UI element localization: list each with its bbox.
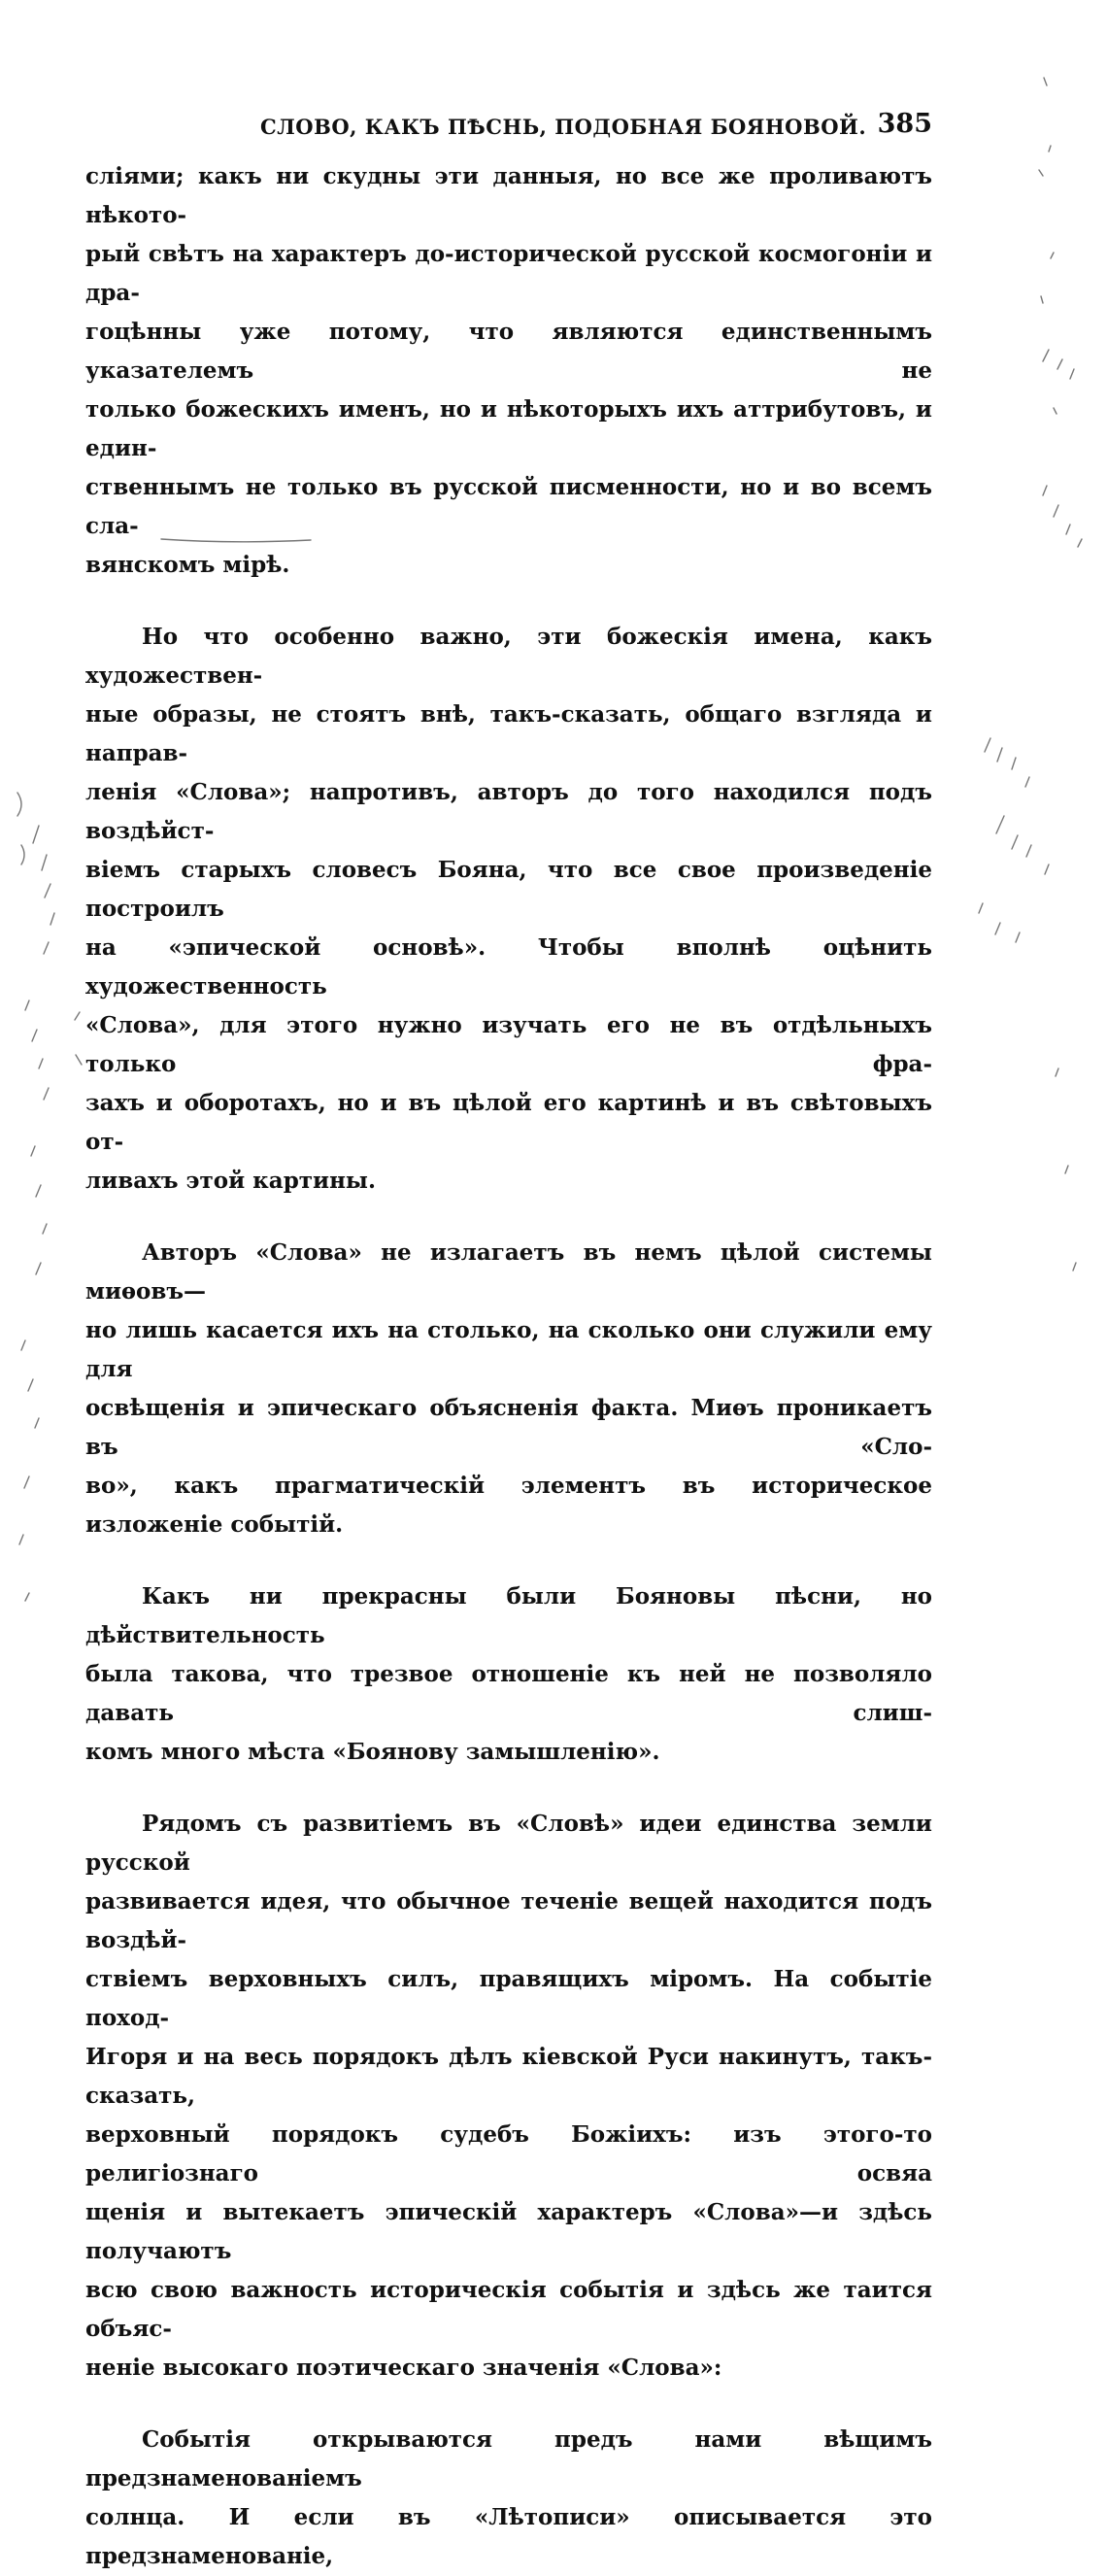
text-line: солнца. И если въ «Лѣтописи» описывается это предзнаменованіе,: [85, 2504, 932, 2569]
text-line: неніе высокаго поэтическаго значенія «Слова»:: [85, 2355, 722, 2381]
text-line: была такова, что трезвое отношеніе къ ней не позволяло давать слиш-: [85, 1661, 932, 1726]
text-line: Какъ ни прекрасны были Бояновы пѣсни, но дѣйствительность: [85, 1583, 932, 1648]
text-line: верховный порядокъ судебъ Божіихъ: изъ этого-то религіознаго освяа: [85, 2121, 932, 2186]
margin-pencil-mark: [17, 793, 24, 864]
paragraph-gap: [85, 1201, 932, 1234]
page-header: [85, 109, 932, 153]
text-line: ленія «Слова»; напротивъ, авторъ до того находился подъ воздѣйст-: [85, 779, 932, 844]
margin-pencil-mark: [1039, 78, 1054, 303]
text-line: Рядомъ съ развитіемъ въ «Словѣ» идеи единства земли русской: [85, 1811, 932, 1876]
margin-pencil-mark: [979, 903, 1020, 942]
paragraph: [85, 2421, 932, 2576]
body-text: [85, 157, 932, 2576]
paragraph-gap: [85, 1544, 932, 1577]
margin-pencil-mark: [1043, 486, 1082, 547]
margin-pencil-mark: [31, 1146, 47, 1274]
paragraph-gap: [85, 585, 932, 618]
margin-pencil-mark: [985, 738, 1029, 787]
text-line: ственнымъ не только въ русской писменности, но и во всемъ сла-: [85, 474, 932, 539]
paragraph: [85, 618, 932, 1201]
text-line: сліями; какъ ни скудны эти данныя, но все же проливаютъ нѣкото-: [85, 163, 932, 228]
text-line: ные образы, не стоятъ внѣ, такъ-сказать, общаго взгляда и направ-: [85, 701, 932, 766]
text-line: ливахъ этой картины.: [85, 1168, 376, 1194]
text-line: захъ и оборотахъ, но и въ цѣлой его картинѣ и въ свѣтовыхъ от-: [85, 1090, 932, 1155]
text-line: віемъ старыхъ словесъ Бояна, что все свое произведеніе построилъ: [85, 857, 932, 922]
margin-pencil-mark: [19, 1340, 39, 1601]
running-head: СЛОВО, КАКЪ ПѢСНЬ, ПОДОБНАЯ БОЯНОВОЙ.: [260, 115, 867, 139]
paragraph-gap: [85, 1772, 932, 1805]
paragraph: [85, 1234, 932, 1544]
text-line: но лишь касается ихъ на столько, на сколько они служили ему для: [85, 1317, 932, 1382]
paragraph-gap: [85, 2388, 932, 2421]
paragraph: [85, 1805, 932, 2388]
text-line: во», какъ прагматическій элементъ въ историческое изложеніе событій.: [85, 1473, 932, 1538]
paragraph: [85, 1577, 932, 1772]
text-line: Авторъ «Слова» не излагаетъ въ немъ цѣлой системы миѳовъ—: [85, 1239, 932, 1305]
text-line: рый свѣтъ на характеръ до-исторической русской космогоніи и дра-: [85, 241, 932, 306]
text-line: «Слова», для этого нужно изучать его не въ отдѣльныхъ только фра-: [85, 1012, 932, 1077]
text-line: Но что особенно важно, эти божескія имена, какъ художествен-: [85, 624, 932, 689]
text-line: только божескихъ именъ, но и нѣкоторыхъ ихъ аттрибутовъ, и един-: [85, 396, 932, 461]
text-margin-bracket: [75, 1012, 82, 1065]
margin-pencil-mark: [1056, 1068, 1076, 1271]
text-line: комъ много мѣста «Боянову замышленію».: [85, 1739, 660, 1765]
paragraph: [85, 157, 932, 585]
text-line: на «эпической основѣ». Чтобы вполнѣ оцѣнить художественность: [85, 934, 932, 1000]
text-line: ствіемъ верховныхъ силъ, правящихъ міромъ. На событіе поход-: [85, 1966, 932, 2031]
text-line: развивается идея, что обычное теченіе вещей находится подъ воздѣй-: [85, 1888, 932, 1953]
text-line: вянскомъ мірѣ.: [85, 552, 290, 578]
margin-pencil-mark: [33, 826, 54, 954]
text-line: Событія открываются предъ нами вѣщимъ предзнаменованіемъ: [85, 2426, 932, 2491]
text-line: щенія и вытекаетъ эпическій характеръ «Слова»—и здѣсь получаютъ: [85, 2199, 932, 2264]
page-number: 385: [877, 109, 932, 139]
text-line: освѣщенія и эпическаго объясненія факта. Миѳъ проникаетъ въ «Сло-: [85, 1395, 932, 1460]
margin-pencil-mark: [1043, 350, 1074, 414]
text-line: Игоря и на весь порядокъ дѣлъ кіевской Руси накинутъ, такъ-сказать,: [85, 2044, 932, 2109]
text-line: всю свою важность историческія событія и здѣсь же таится объяс-: [85, 2277, 932, 2342]
margin-pencil-mark: [996, 816, 1049, 874]
margin-pencil-mark: [25, 1000, 49, 1100]
text-line: гоцѣнны уже потому, что являются единственнымъ указателемъ не: [85, 319, 932, 384]
